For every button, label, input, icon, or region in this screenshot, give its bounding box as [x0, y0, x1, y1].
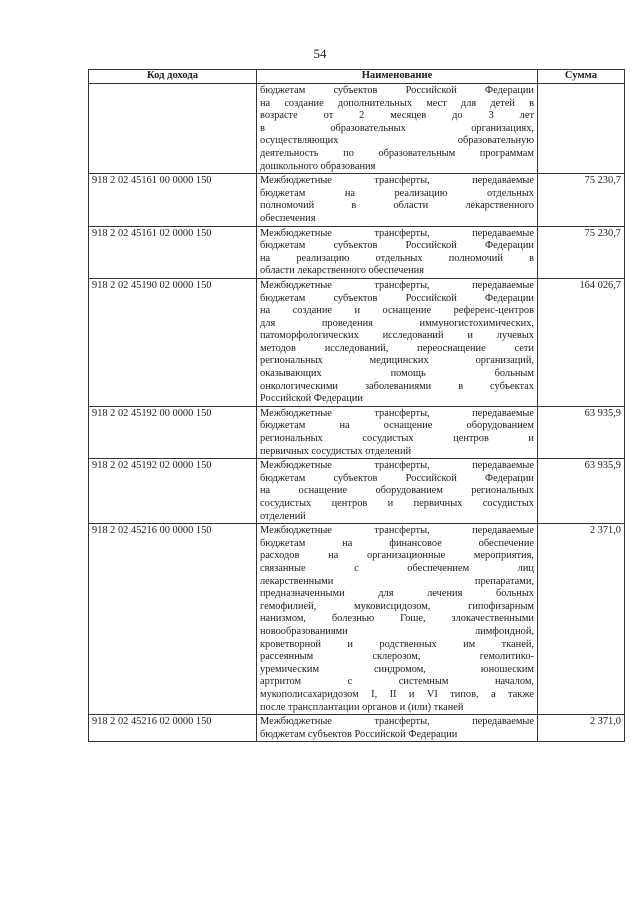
amount-cell: 75 230,7	[538, 226, 625, 278]
income-name-line: после трансплантации органов и (или) тканей	[260, 701, 464, 713]
income-code-cell: 918 2 02 45190 02 0000 150	[89, 278, 257, 406]
income-name-line: Межбюджетные трансферты, передаваемые	[260, 460, 534, 472]
amount-cell: 63 935,9	[538, 406, 625, 458]
income-name-line: новообразованиями лимфоидной,	[260, 625, 534, 637]
income-code-cell	[89, 84, 257, 174]
amount-cell: 75 230,7	[538, 174, 625, 226]
income-name-cell	[257, 524, 538, 715]
income-name-line: отделений	[260, 510, 306, 522]
income-name-line: нанизмом, болезнью Гоше, злокачественными	[260, 613, 534, 625]
income-name-line: кроветворной и родственных им тканей,	[260, 638, 534, 650]
income-name-line: региональных сосудистых центров и	[260, 433, 534, 445]
table-body	[89, 84, 625, 742]
income-name-line: бюджетам на реализацию отдельных	[260, 187, 534, 199]
income-name-line: гемофилией, муковисцидозом, гипофизарным	[260, 600, 534, 612]
income-name-line: бюджетам на оснащение оборудованием	[260, 420, 534, 432]
income-name-line: оказывающих помощь больным	[260, 368, 534, 380]
income-name-line: на создание дополнительных мест для детей в	[260, 97, 534, 109]
income-name-line: патоморфологических исследований и лучевых	[260, 330, 534, 342]
income-name-line: осуществляющих образовательную	[260, 135, 534, 147]
page-number: 54	[313, 46, 327, 61]
income-code-cell: 918 2 02 45192 02 0000 150	[89, 459, 257, 524]
amount-cell: 2 371,0	[538, 715, 625, 742]
income-name-line: полномочий в области лекарственного	[260, 200, 534, 212]
income-name-line: Межбюджетные трансферты, передаваемые	[260, 525, 534, 537]
income-name-line: мукополисахаридозом I, II и VI типов, а также	[260, 688, 534, 700]
income-name-cell	[257, 84, 538, 174]
table-row	[89, 459, 625, 524]
income-table	[88, 69, 625, 742]
income-name-line: предназначенными для лечения больных	[260, 588, 534, 600]
income-name-line: бюджетам субъектов Российской Федерации	[260, 292, 534, 304]
income-name-line: Межбюджетные трансферты, передаваемые	[260, 279, 534, 291]
income-code-cell: 918 2 02 45161 00 0000 150	[89, 174, 257, 226]
income-name-line: онкологическими заболеваниями в субъектах	[260, 380, 534, 392]
income-code-cell: 918 2 02 45216 00 0000 150	[89, 524, 257, 715]
income-name-line: деятельность по образовательным программам	[260, 147, 534, 159]
income-name-line: на создание и оснащение референс-центров	[260, 305, 534, 317]
income-name-line: бюджетам субъектов Российской Федерации	[260, 472, 534, 484]
income-name-line: бюджетам субъектов Российской Федерации	[260, 85, 534, 96]
table-row	[89, 524, 625, 715]
table-row	[89, 174, 625, 226]
income-name-line: бюджетам на финансовое обеспечение	[260, 537, 534, 549]
income-name-line: бюджетам субъектов Российской Федерации	[260, 240, 534, 252]
table-row	[89, 715, 625, 742]
column-header-sum: Сумма	[538, 70, 625, 84]
income-name-line: региональных медицинских организаций,	[260, 355, 534, 367]
table-header-row	[89, 70, 625, 84]
income-name-line: на оснащение оборудованием региональных	[260, 485, 534, 497]
income-name-cell	[257, 278, 538, 406]
income-name-line: связанные с обеспечением лиц	[260, 562, 534, 574]
income-name-line: для проведения иммуногистохимических,	[260, 317, 534, 329]
income-name-line: первичных сосудистых отделений	[260, 445, 412, 457]
income-name-line: на реализацию отдельных полномочий в	[260, 252, 534, 264]
income-name-line: дошкольного образования	[260, 160, 376, 172]
income-name-line: бюджетам субъектов Российской Федерации	[260, 728, 458, 740]
income-name-cell	[257, 174, 538, 226]
income-name-line: расходов на организационные мероприятия,	[260, 550, 534, 562]
income-code-cell: 918 2 02 45192 00 0000 150	[89, 406, 257, 458]
income-name-line: в образовательных организациях,	[260, 122, 534, 134]
table-row	[89, 226, 625, 278]
column-header-code: Код дохода	[89, 70, 257, 84]
income-code-cell: 918 2 02 45216 02 0000 150	[89, 715, 257, 742]
income-name-line: методов исследований, переоснащение сети	[260, 342, 534, 354]
income-name-line: лекарственными препаратами,	[260, 575, 534, 587]
column-header-name: Наименование	[257, 70, 538, 84]
income-name-line: области лекарственного обеспечения	[260, 265, 425, 277]
income-name-line: уремическим синдромом, юношеским	[260, 663, 534, 675]
income-name-line: Российской Федерации	[260, 393, 363, 405]
income-name-cell	[257, 406, 538, 458]
table-row	[89, 406, 625, 458]
income-name-line: артритом с системным началом,	[260, 676, 534, 688]
income-name-line: Межбюджетные трансферты, передаваемые	[260, 716, 534, 728]
income-name-cell	[257, 715, 538, 742]
income-name-line: Межбюджетные трансферты, передаваемые	[260, 227, 534, 239]
amount-cell: 164 026,7	[538, 278, 625, 406]
table-row	[89, 278, 625, 406]
income-name-line: сосудистых центров и первичных сосудистых	[260, 498, 534, 509]
income-name-line: Межбюджетные трансферты, передаваемые	[260, 175, 534, 187]
table-row	[89, 84, 625, 174]
income-code-cell: 918 2 02 45161 02 0000 150	[89, 226, 257, 278]
amount-cell	[538, 84, 625, 174]
amount-cell: 63 935,9	[538, 459, 625, 524]
income-name-line: возрасте от 2 месяцев до 3 лет	[260, 110, 534, 122]
income-name-line: рассеянным склерозом, гемолитико-	[260, 651, 534, 663]
income-name-line: Межбюджетные трансферты, передаваемые	[260, 407, 534, 419]
income-name-cell	[257, 459, 538, 524]
income-name-line: обеспечения	[260, 212, 316, 224]
amount-cell: 2 371,0	[538, 524, 625, 715]
income-name-cell	[257, 226, 538, 278]
